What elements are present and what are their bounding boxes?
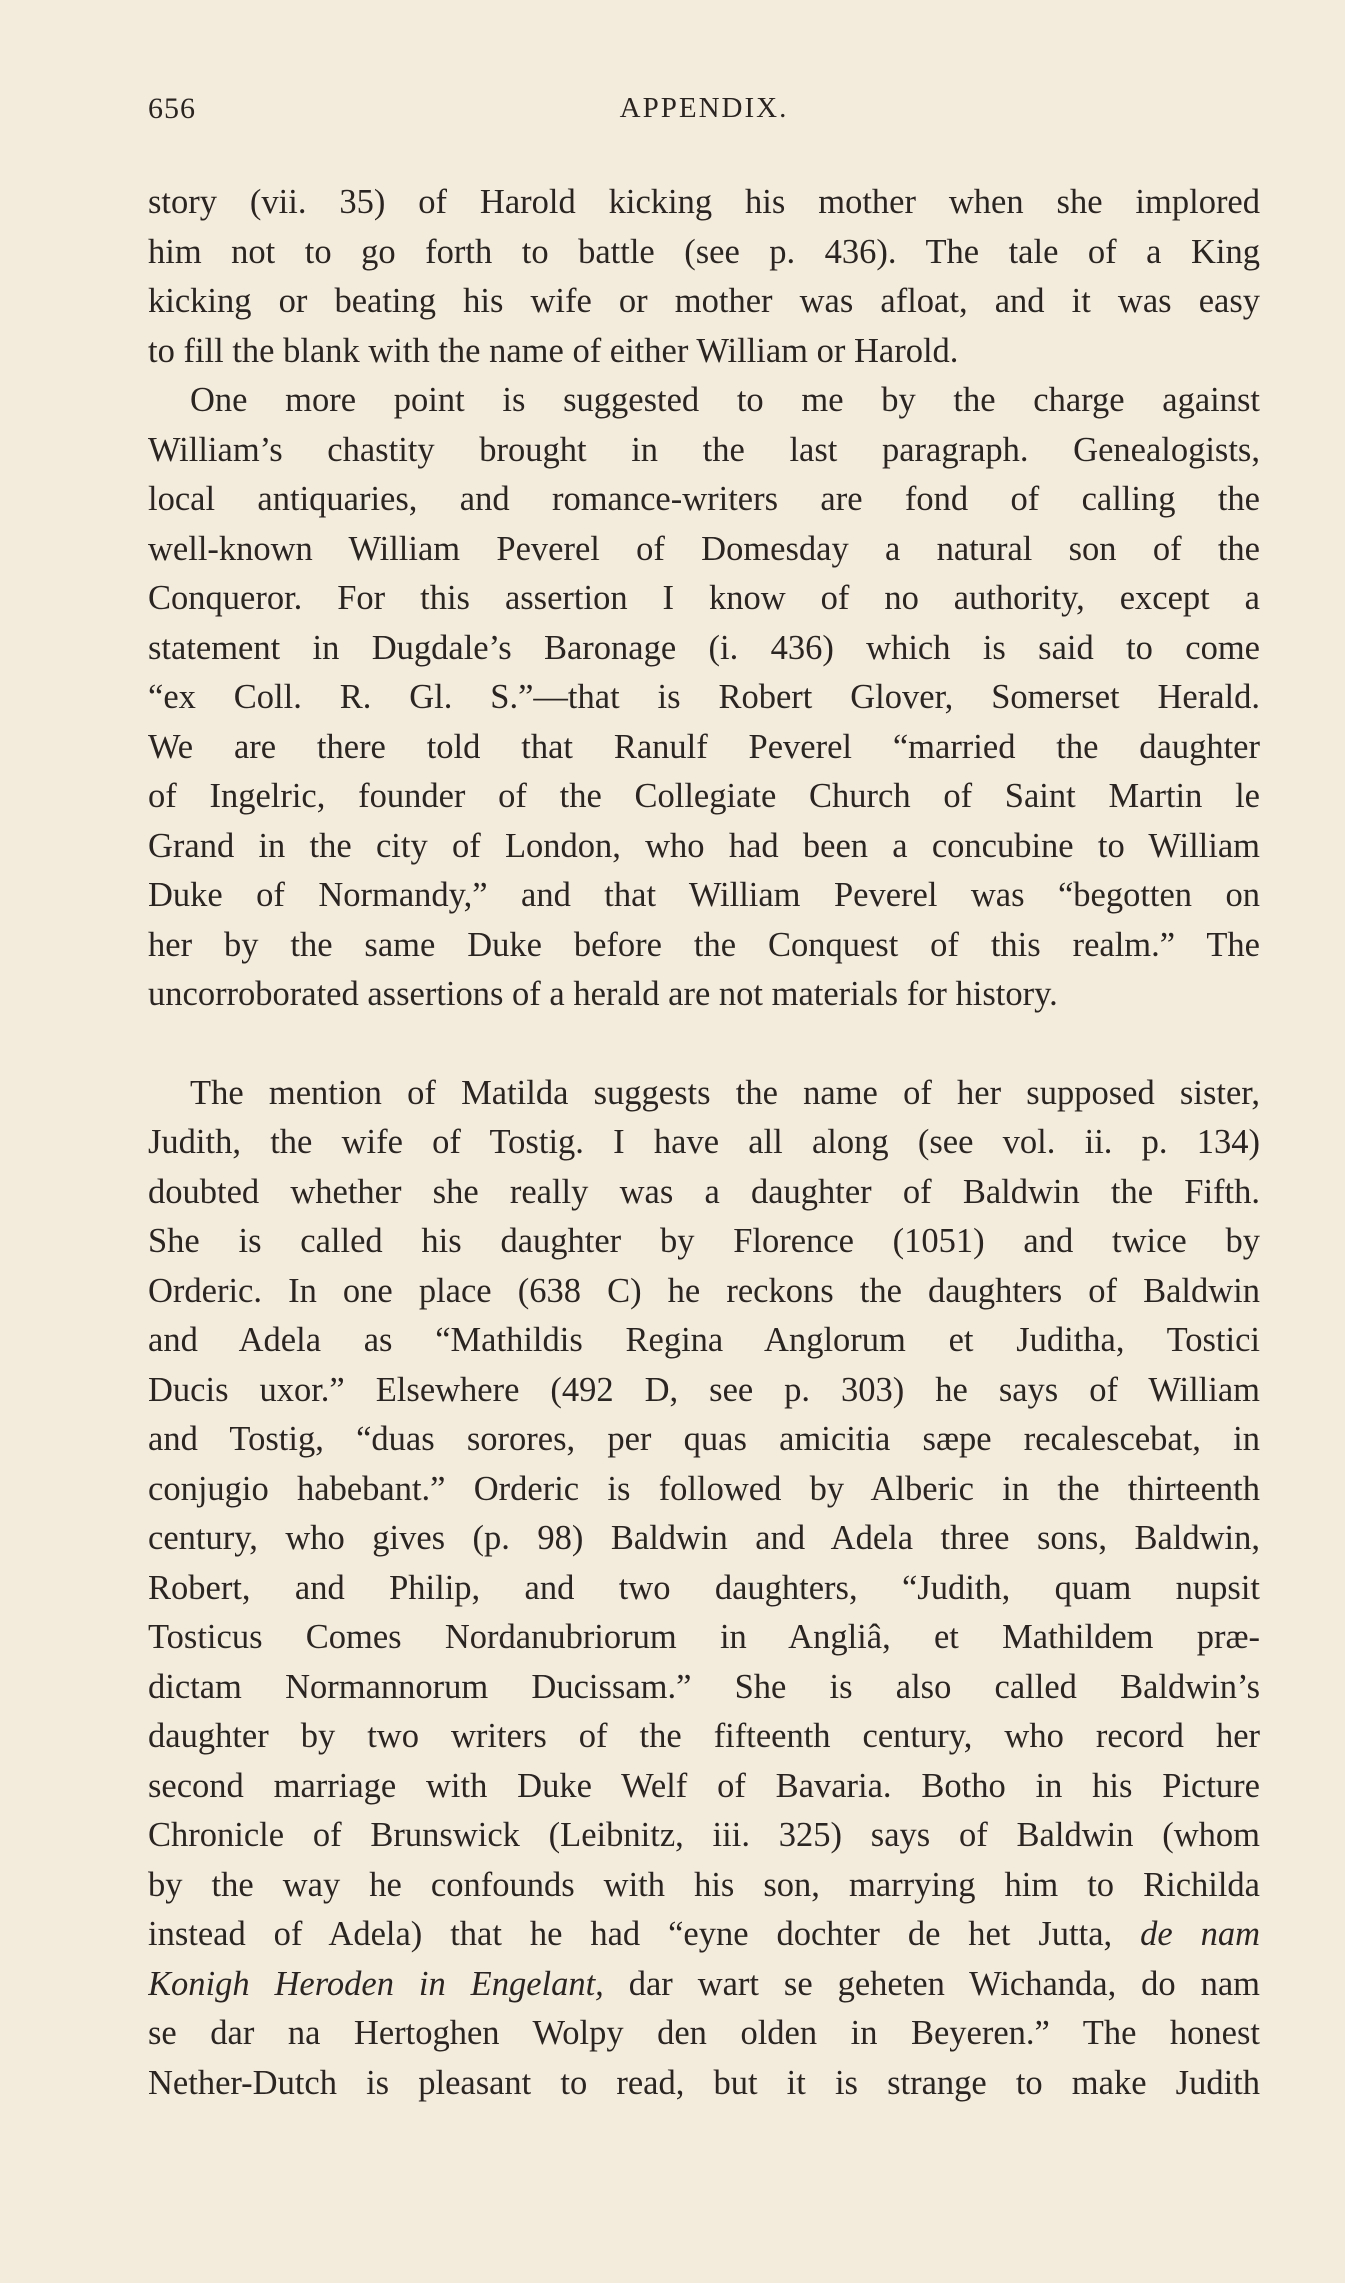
text-line: uncorroborated assertions of a herald are not materials for history. <box>148 975 1058 1013</box>
text-line: Robert, and Philip, and two daughters, “Judith, quam nupsit <box>148 1568 1260 1607</box>
text-line: One more point is suggested to me by the charge against <box>190 381 1260 419</box>
text-line: Duke of Normandy,” and that William Peverel was “begotten on <box>148 876 1260 914</box>
text-line: doubted whether she really was a daughter of Baldwin the Fifth. <box>148 1172 1260 1211</box>
text-line: William’s chastity brought in the last paragraph. Genealogists, <box>148 430 1260 469</box>
italic-span: de nam <box>1140 1915 1260 1953</box>
paragraph-1 <box>148 178 1260 376</box>
text-line: by the way he confounds with his son, marrying him to Richilda <box>148 1865 1260 1904</box>
text-line: Conqueror. For this assertion I know of no authority, except a <box>148 579 1260 617</box>
text-line: We are there told that Ranulf Peverel “married the daughter <box>148 727 1260 766</box>
text-line: She is called his daughter by Florence (1051) and twice by <box>148 1222 1260 1260</box>
text-line: Tosticus Comes Nordanubriorum in Angliâ, et Mathildem præ- <box>148 1618 1260 1656</box>
text-line: Orderic. In one place (638 C) he reckons the daughters of Baldwin <box>148 1271 1260 1310</box>
italic-span: Konigh Heroden in Engelant, <box>148 1964 604 2003</box>
text-line: dictam Normannorum Ducissam.” She is also called Baldwin’s <box>148 1667 1260 1706</box>
page-number: 656 <box>148 92 196 125</box>
text-line: of Ingelric, founder of the Collegiate Church of Saint Martin le <box>148 777 1260 815</box>
text-line: Judith, the wife of Tostig. I have all along (see vol. ii. p. 134) <box>148 1123 1260 1161</box>
text-line: and Tostig, “duas sorores, per quas amicitia sæpe recalescebat, in <box>148 1420 1260 1458</box>
text-line-with-italic <box>148 1910 1260 1960</box>
text-span: instead of Adela) that he had “eyne dochter de het Jutta, <box>148 1915 1113 1953</box>
text-line: Chronicle of Brunswick (Leibnitz, iii. 325) says of Baldwin (whom <box>148 1816 1260 1854</box>
text-line: to fill the blank with the name of either William or Harold. <box>148 331 959 370</box>
text-line: The mention of Matilda suggests the name of her supposed sister, <box>190 1073 1260 1112</box>
text-line: and Adela as “Mathildis Regina Anglorum et Juditha, Tostici <box>148 1321 1260 1359</box>
text-line: well-known William Peverel of Domesday a natural son of the <box>148 529 1260 568</box>
text-line: “ex Coll. R. Gl. S.”—that is Robert Glover, Somerset Herald. <box>148 678 1260 716</box>
body-text <box>148 178 1260 2108</box>
text-line: second marriage with Duke Welf of Bavaria. Botho in his Picture <box>148 1766 1260 1805</box>
text-line: Grand in the city of London, who had been a concubine to William <box>148 826 1260 865</box>
text-line: her by the same Duke before the Conquest of this realm.” The <box>148 925 1260 964</box>
text-line: local antiquaries, and romance-writers are fond of calling the <box>148 480 1260 518</box>
text-line: Ducis uxor.” Elsewhere (492 D, see p. 303) he says of William <box>148 1370 1260 1409</box>
page-header <box>148 92 1260 136</box>
text-line: century, who gives (p. 98) Baldwin and Adela three sons, Baldwin, <box>148 1519 1260 1557</box>
text-line: kicking or beating his wife or mother was afloat, and it was easy <box>148 282 1260 320</box>
paragraph-3 <box>148 1069 1260 2109</box>
text-line: statement in Dugdale’s Baronage (i. 436) which is said to come <box>148 628 1260 667</box>
text-line: him not to go forth to battle (see p. 436). The tale of a King <box>148 232 1260 271</box>
paragraph-2 <box>148 376 1260 1020</box>
text-line: daughter by two writers of the fifteenth century, who record her <box>148 1717 1260 1755</box>
text-line-with-italic <box>148 1960 1260 2010</box>
text-line: story (vii. 35) of Harold kicking his mother when she implored <box>148 183 1260 221</box>
text-line: Nether-Dutch is pleasant to read, but it is strange to make Judith <box>148 2063 1260 2102</box>
text-span: dar wart se geheten Wichanda, do nam <box>628 1964 1260 2003</box>
running-head: APPENDIX. <box>619 92 789 124</box>
text-line: se dar na Hertoghen Wolpy den olden in Beyeren.” The honest <box>148 2014 1260 2052</box>
text-line: conjugio habebant.” Orderic is followed by Alberic in the thirteenth <box>148 1469 1260 1508</box>
